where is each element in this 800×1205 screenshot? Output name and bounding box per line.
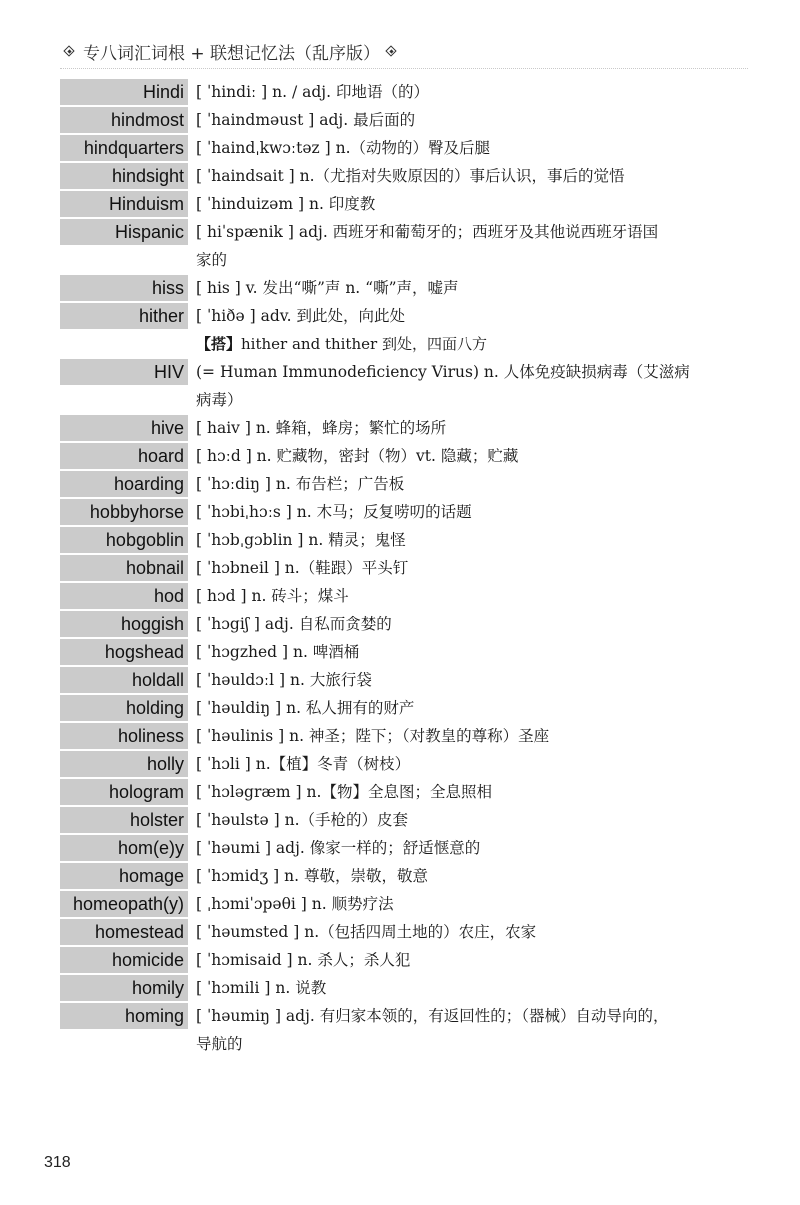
dictionary-entry <box>0 666 800 694</box>
headword: hobbyhorse <box>60 499 188 525</box>
headword: homeopath(y) <box>60 891 188 917</box>
definition-line: [ ˈhindiː ] n. / adj. 印地语（的） <box>196 83 429 101</box>
definition <box>196 750 706 778</box>
definition <box>196 218 706 274</box>
dictionary-entry <box>0 946 800 974</box>
dictionary-entry <box>0 526 800 554</box>
definition-line: [ hiˈspænik ] adj. 西班牙和葡萄牙的；西班牙及其他说西班牙语国 <box>196 223 659 241</box>
collocation-text: hither and thither 到处，四面八方 <box>241 335 487 353</box>
definition <box>196 918 706 946</box>
dictionary-entry <box>0 106 800 134</box>
definition <box>196 834 706 862</box>
definition <box>196 442 706 470</box>
headword: homily <box>60 975 188 1001</box>
dictionary-entry <box>0 834 800 862</box>
definition <box>196 890 706 918</box>
entry-list <box>0 78 800 1058</box>
dictionary-entry <box>0 274 800 302</box>
dictionary-entry <box>0 190 800 218</box>
headword: hive <box>60 415 188 441</box>
page-number: 318 <box>44 1154 71 1171</box>
definition <box>196 106 706 134</box>
headword: hoarding <box>60 471 188 497</box>
dictionary-entry <box>0 582 800 610</box>
definition <box>196 190 706 218</box>
dictionary-entry <box>0 750 800 778</box>
collocation-note <box>196 330 706 358</box>
definition <box>196 554 706 582</box>
definition <box>196 498 706 526</box>
definition <box>196 974 706 1002</box>
definition-line: [ ˈhɔli ] n.【植】冬青（树枝） <box>196 755 411 773</box>
definition-line: (= Human Immunodeficiency Virus) n. 人体免疫缺损病毒（艾滋病 <box>196 363 690 381</box>
dictionary-entry <box>0 302 800 358</box>
header-title: 专八词汇词根 + 联想记忆法（乱序版） <box>83 43 381 64</box>
definition <box>196 414 706 442</box>
dictionary-entry <box>0 470 800 498</box>
definition <box>196 582 706 610</box>
definition <box>196 78 706 106</box>
dictionary-entry <box>0 610 800 638</box>
headword: hom(e)y <box>60 835 188 861</box>
definition <box>196 638 706 666</box>
headword: hindmost <box>60 107 188 133</box>
definition-line: [ ˈhɔmidʒ ] n. 尊敬，崇敬，敬意 <box>196 867 428 885</box>
headword: hoggish <box>60 611 188 637</box>
headword: holiness <box>60 723 188 749</box>
dictionary-entry <box>0 162 800 190</box>
dictionary-entry <box>0 722 800 750</box>
dictionary-entry <box>0 862 800 890</box>
definition-line: [ ˈhəumiŋ ] adj. 有归家本领的，有返回性的；（器械）自动导向的， <box>196 1007 669 1025</box>
definition <box>196 302 706 358</box>
definition-line: [ ˈhaindsait ] n.（尤指对失败原因的）事后认识，事后的觉悟 <box>196 167 625 185</box>
headword: Hispanic <box>60 219 188 245</box>
definition <box>196 666 706 694</box>
definition-line: 导航的 <box>196 1035 243 1053</box>
dictionary-entry <box>0 498 800 526</box>
diamond-icon <box>386 46 397 57</box>
definition-line: [ ˈhɔgiʃ ] adj. 自私而贪婪的 <box>196 615 392 633</box>
definition <box>196 694 706 722</box>
headword: holding <box>60 695 188 721</box>
dictionary-entry <box>0 806 800 834</box>
definition-line: [ ˈhɔːdiŋ ] n. 布告栏；广告板 <box>196 475 405 493</box>
running-header <box>60 38 405 64</box>
definition <box>196 806 706 834</box>
definition <box>196 134 706 162</box>
definition <box>196 358 706 414</box>
definition-line: [ ˌhɔmiˈɔpəθi ] n. 顺势疗法 <box>196 895 394 913</box>
definition-line: [ ˈhəumi ] adj. 像家一样的；舒适惬意的 <box>196 839 481 857</box>
definition-line: [ ˈhɔləgræm ] n.【物】全息图；全息照相 <box>196 783 492 801</box>
definition <box>196 1002 706 1058</box>
dictionary-entry <box>0 358 800 414</box>
headword: homage <box>60 863 188 889</box>
dictionary-entry <box>0 78 800 106</box>
headword: hogshead <box>60 639 188 665</box>
definition-line: [ ˈhiðə ] adv. 到此处，向此处 <box>196 307 406 325</box>
definition <box>196 610 706 638</box>
definition <box>196 274 706 302</box>
definition-line: [ ˈhaindˌkwɔːtəz ] n.（动物的）臀及后腿 <box>196 139 491 157</box>
definition-line: 病毒） <box>196 391 243 409</box>
headword: hindsight <box>60 163 188 189</box>
definition-line: [ hɔːd ] n. 贮藏物，密封（物）vt. 隐藏；贮藏 <box>196 447 519 465</box>
dictionary-entry <box>0 974 800 1002</box>
definition-line: [ ˈhəuldiŋ ] n. 私人拥有的财产 <box>196 699 415 717</box>
dictionary-entry <box>0 918 800 946</box>
headword: holdall <box>60 667 188 693</box>
definition-line: [ ˈhɔbˌgɔblin ] n. 精灵；鬼怪 <box>196 531 406 549</box>
definition-line: [ ˈhəuldɔːl ] n. 大旅行袋 <box>196 671 372 689</box>
definition-line: [ ˈhɔmisaid ] n. 杀人；杀人犯 <box>196 951 411 969</box>
headword: hiss <box>60 275 188 301</box>
definition-line: [ hɔd ] n. 砖斗；煤斗 <box>196 587 349 605</box>
definition-line: [ ˈhɔbiˌhɔːs ] n. 木马；反复唠叨的话题 <box>196 503 472 521</box>
header-divider <box>60 68 748 69</box>
dictionary-entry <box>0 218 800 274</box>
headword: Hinduism <box>60 191 188 217</box>
headword: hobgoblin <box>60 527 188 553</box>
definition-line: [ ˈhəulstə ] n.（手枪的）皮套 <box>196 811 408 829</box>
dictionary-entry <box>0 414 800 442</box>
dictionary-entry <box>0 638 800 666</box>
definition-line: [ ˈhəulinis ] n. 神圣；陛下；（对教皇的尊称）圣座 <box>196 727 550 745</box>
headword: hither <box>60 303 188 329</box>
headword: holly <box>60 751 188 777</box>
headword: hologram <box>60 779 188 805</box>
headword: hindquarters <box>60 135 188 161</box>
definition <box>196 470 706 498</box>
headword: homestead <box>60 919 188 945</box>
dictionary-entry <box>0 778 800 806</box>
definition-line: [ ˈhɔbneil ] n.（鞋跟）平头钉 <box>196 559 409 577</box>
dictionary-entry <box>0 134 800 162</box>
headword: HIV <box>60 359 188 385</box>
diamond-icon <box>64 46 75 57</box>
definition-line: [ ˈhɔmili ] n. 说教 <box>196 979 327 997</box>
definition-line: [ his ] v. 发出“嘶”声 n. “嘶”声，嘘声 <box>196 279 459 297</box>
dictionary-entry <box>0 694 800 722</box>
definition <box>196 526 706 554</box>
headword: hobnail <box>60 555 188 581</box>
headword: hod <box>60 583 188 609</box>
definition <box>196 722 706 750</box>
dictionary-entry <box>0 554 800 582</box>
dictionary-entry <box>0 442 800 470</box>
definition-line: [ ˈhɔgzhed ] n. 啤酒桶 <box>196 643 360 661</box>
definition <box>196 778 706 806</box>
definition-line: [ ˈhəumsted ] n.（包括四周土地的）农庄，农家 <box>196 923 537 941</box>
definition-line: [ ˈhaindməust ] adj. 最后面的 <box>196 111 416 129</box>
headword: homing <box>60 1003 188 1029</box>
definition-line: 家的 <box>196 251 228 269</box>
collocation-tag: 【搭】 <box>196 335 242 353</box>
definition-line: [ haiv ] n. 蜂箱，蜂房；繁忙的场所 <box>196 419 447 437</box>
headword: holster <box>60 807 188 833</box>
definition <box>196 162 706 190</box>
definition-line: [ ˈhinduizəm ] n. 印度教 <box>196 195 376 213</box>
headword: hoard <box>60 443 188 469</box>
dictionary-entry <box>0 890 800 918</box>
headword: homicide <box>60 947 188 973</box>
headword: Hindi <box>60 79 188 105</box>
definition <box>196 946 706 974</box>
definition <box>196 862 706 890</box>
dictionary-entry <box>0 1002 800 1058</box>
